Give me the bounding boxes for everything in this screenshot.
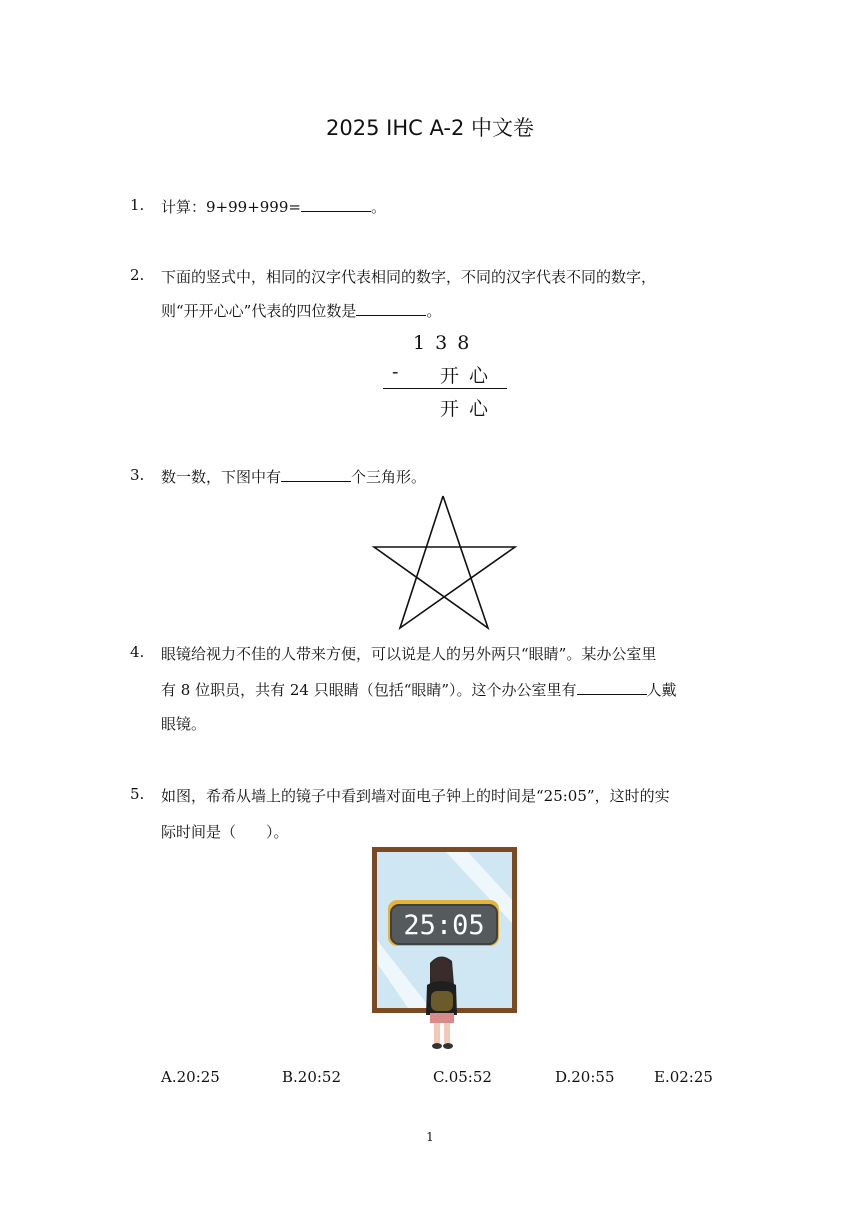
vertical-subtrahend: 开 心	[440, 365, 491, 387]
girl-shoe	[443, 1043, 453, 1049]
option-c: C.05:52	[433, 1068, 492, 1086]
q3-tail: 个三角形。	[351, 468, 427, 486]
q1-prompt: 计算：9+99+999=	[161, 198, 301, 216]
girl-backpack	[431, 991, 453, 1011]
q1-tail: 。	[370, 198, 386, 216]
q4-line2	[161, 679, 677, 700]
q1-blank	[301, 197, 371, 212]
q2-blank	[356, 301, 426, 316]
q2-line2	[161, 300, 441, 321]
q2-number: 2.	[130, 266, 145, 284]
q2-line2-tail: 。	[426, 302, 442, 320]
q3-text	[161, 466, 426, 487]
q4-line3: 眼镜。	[161, 715, 207, 733]
option-a: A.20:25	[161, 1068, 220, 1086]
q5-line2: 际时间是（ ）。	[161, 823, 289, 841]
option-e: E.02:25	[654, 1068, 713, 1086]
vertical-minus-sign: -	[392, 361, 399, 383]
clock-time: 25:05	[403, 910, 485, 941]
q4-number: 4.	[130, 643, 145, 661]
page-title: 2025 IHC A-2 中文卷	[326, 116, 534, 140]
q4-blank	[577, 680, 647, 695]
option-b: B.20:52	[282, 1068, 342, 1086]
q4-line2-tail: 人戴	[646, 681, 677, 699]
page-number: 1	[426, 1130, 434, 1144]
q2-line1: 下面的竖式中，相同的汉字代表相同的数字，不同的汉字代表不同的数字，	[161, 268, 657, 286]
vertical-top-number: 1 3 8	[413, 332, 472, 354]
girl-shoe	[432, 1043, 442, 1049]
girl-shorts	[430, 1013, 454, 1023]
q3-blank	[281, 467, 351, 482]
q5-number: 5.	[130, 785, 145, 803]
q1-text	[161, 196, 386, 217]
q2-line2-prompt: 则“开开心心”代表的四位数是	[161, 302, 357, 320]
star-figure	[370, 494, 520, 632]
q4-line2-prompt: 有 8 位职员，共有 24 只眼睛（包括“眼睛”）。这个办公室里有	[161, 681, 577, 699]
girl-head	[430, 958, 452, 984]
q1-number: 1.	[130, 196, 145, 214]
option-d: D.20:55	[555, 1068, 615, 1086]
q5-line1: 如图，希希从墙上的镜子中看到墙对面电子钟上的时间是“25:05”，这时的实	[161, 787, 670, 805]
mirror-illustration	[368, 845, 524, 1060]
q3-prompt: 数一数，下图中有	[161, 468, 282, 486]
vertical-rule	[383, 388, 507, 389]
star-outline	[374, 496, 515, 628]
girl-leg	[444, 1023, 450, 1043]
q4-line1: 眼镜给视力不佳的人带来方便，可以说是人的另外两只“眼睛”。某办公室里	[161, 645, 657, 663]
girl-leg	[434, 1023, 440, 1043]
q3-number: 3.	[130, 466, 145, 484]
vertical-result: 开 心	[440, 398, 491, 420]
